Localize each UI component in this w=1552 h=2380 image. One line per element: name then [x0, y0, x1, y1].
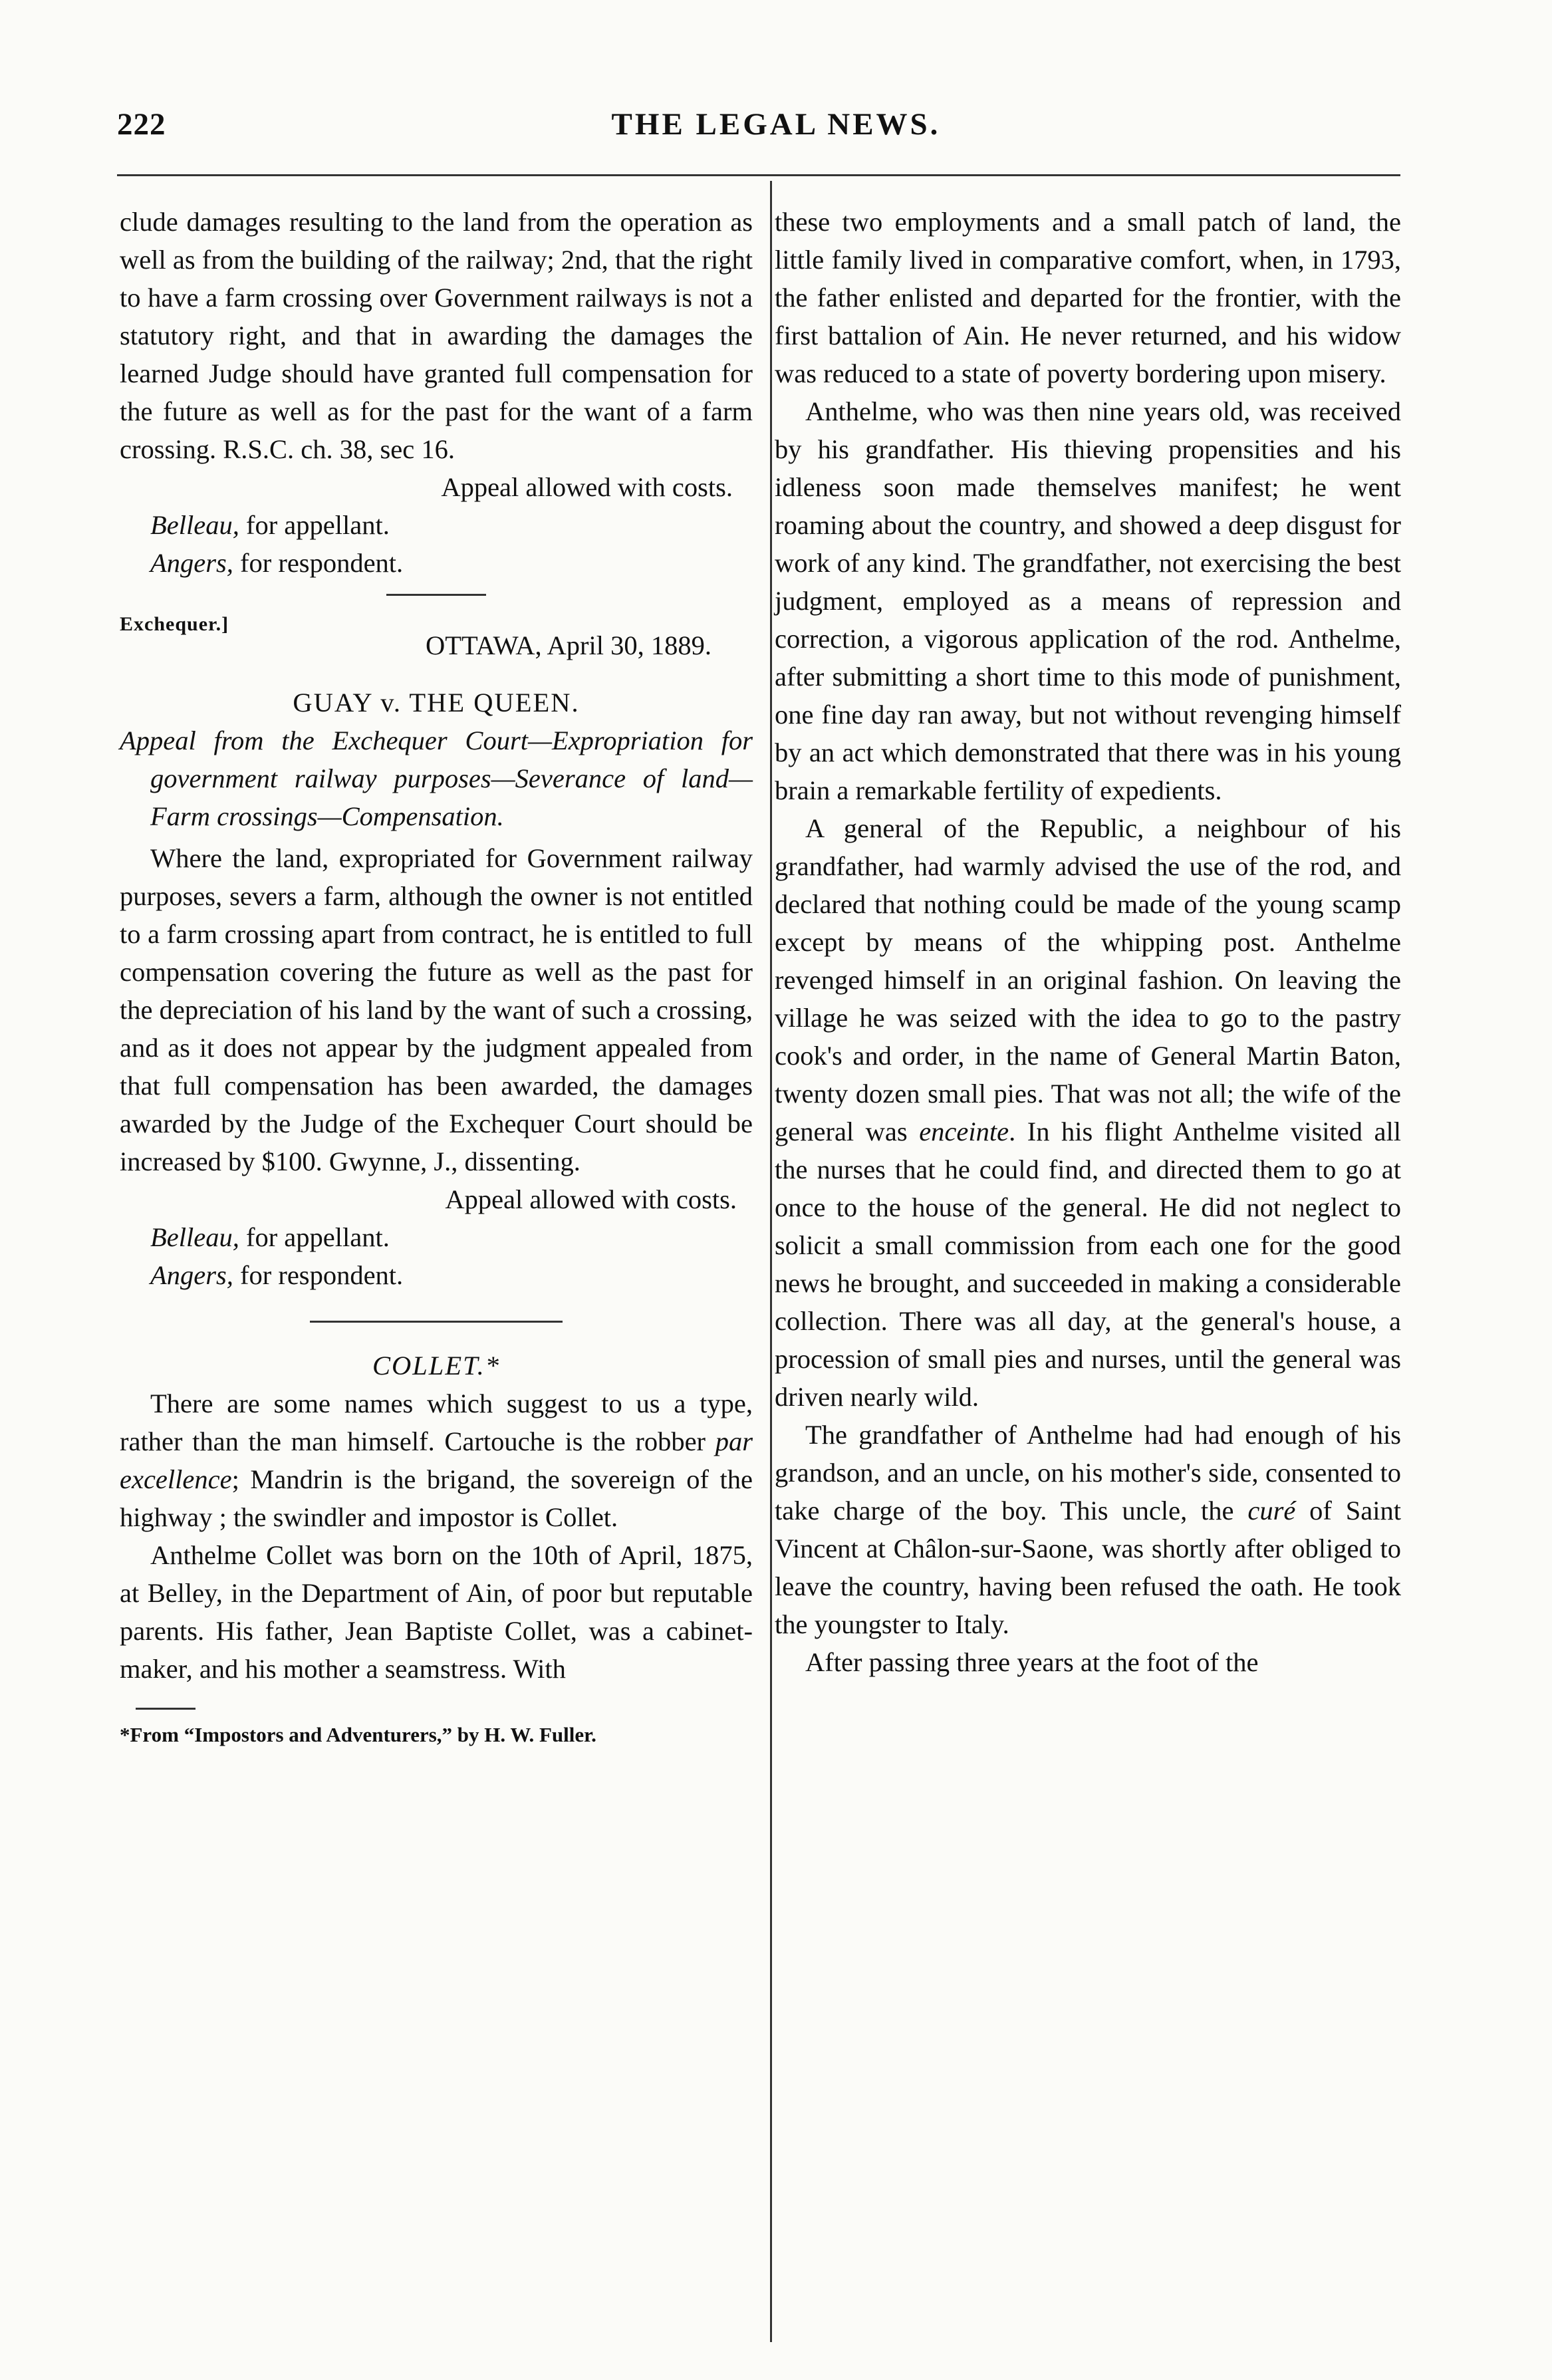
case2-court: Exchequer.] [120, 613, 229, 635]
footnote: *From “Impostors and Adventurers,” by H. W. Fuller. [120, 1723, 596, 1746]
case1-respondent-line [120, 544, 753, 582]
case1-text: clude damages resulting to the land from the operation as well as from the building of the railway; 2nd, that the right to have a farm crossing over Government railways is not a statutory right, and that in awarding the damages the learned Judge should have granted full compensation for the future as well as for the past for the want of a farm crossing. R.S.C. ch. 38, sec 16. [120, 207, 753, 464]
right-p4-text-c: of Saint Vincent at Châlon-sur-Saone, was shortly after obliged to leave the country, having been refused the oath. He took the youngster to Italy. [775, 1496, 1401, 1639]
left-column [120, 203, 753, 1750]
right-paragraph-5: After passing three years at the foot of the [805, 1647, 1259, 1677]
right-p4-text-a: The grandfather of Anthelme had had enough of his grandson, and an uncle, on his mother's side, consented to take charge of the boy. This uncle, the [775, 1420, 1401, 1525]
case1-appellant-text: for appellant. [239, 510, 390, 540]
case2-appellant-line [120, 1218, 753, 1256]
case2-text: Where the land, expropriated for Government railway purposes, severs a farm, although the owner is not entitled to a farm crossing apart from contract, he is entitled to full compensation covering the future as well as the past for the depreciation of his land by the want of such a crossing, and as it does not appear by the judgment appealed from that full compensation has been awarded, the damages awarded by the Judge of the Exchequer Court should be increased by $100. Gwynne, J., dissenting. [120, 843, 753, 1176]
header-rule [117, 174, 1400, 176]
article-separator-rule [310, 1321, 563, 1323]
case1-appellant-line [120, 506, 753, 544]
case1-disposition: Appeal allowed with costs. [441, 472, 733, 502]
right-p3-text-a: A general of the Republic, a neighbour of his grandfather, had warmly advised the use of the rod, and declared that nothing could be made of the young scamp except by means of the whipping post. Anthelme revenged himself in an original fashion. On leaving the village he was seized with the idea to go to the pastry cook's and order, in the name of General Martin Baton, twenty dozen small pies. That was not all; the wife of the general was [775, 813, 1401, 1146]
article-title: COLLET.* [372, 1351, 500, 1381]
right-column [775, 203, 1401, 1681]
right-paragraph-3 [775, 809, 1401, 1416]
case2-title: GUAY v. THE QUEEN. [293, 688, 580, 718]
page-number: 222 [117, 107, 166, 142]
footnote-rule [136, 1708, 195, 1710]
right-paragraph-4 [775, 1416, 1401, 1643]
right-p3-text-c: . In his flight Anthelme visited all the nurses that he could find, and directed them to go at once to the house of the general. He did not neglect to solicit a small commission from each one for the good news he brought, and succeeded in making a considerable collection. There was all day, at the general's house, a procession of small pies and nurses, until the general was driven nearly wild. [775, 1117, 1401, 1412]
case1-appellant-counsel: Belleau, [150, 510, 239, 540]
case1-respondent-counsel: Angers, [150, 548, 233, 578]
case2-court-block [120, 608, 753, 684]
case2-headnote: Appeal from the Exchequer Court—Expropriation for government railway purposes—Severance of land—Farm crossings—Compensation. [120, 726, 753, 831]
case1-respondent-text: for respondent. [233, 548, 404, 578]
case2-appellant-counsel: Belleau, [150, 1222, 239, 1252]
case2-respondent-counsel: Angers, [150, 1260, 233, 1290]
right-paragraph-1: these two employments and a small patch of land, the little family lived in comparative comfort, when, in 1793, the father enlisted and departed for the frontier, with the first battalion of Ain. He never returned, and his widow was reduced to a state of poverty bordering upon misery. [775, 207, 1401, 388]
case-separator-rule [386, 594, 486, 596]
case2-respondent-text: for respondent. [233, 1260, 404, 1290]
article-paragraph-2: Anthelme Collet was born on the 10th of April, 1875, at Belley, in the Department of Ain, of poor but reputable parents. His father, Jean Baptiste Collet, was a cabinet-maker, and his mother a seamstress. With [120, 1540, 753, 1684]
article-p1-text-a: There are some names which suggest to us a type, rather than the man himself. Cartouche is the robber [120, 1388, 753, 1456]
case2-appellant-text: for appellant. [239, 1222, 390, 1252]
article-paragraph-1 [120, 1385, 753, 1536]
article-p1-text-c: ; Mandrin is the brigand, the sovereign of the highway ; the swindler and impostor is Collet. [120, 1464, 753, 1532]
article-p1-italic: par excellence [120, 1426, 753, 1494]
journal-title: THE LEGAL NEWS. [611, 107, 941, 142]
right-p4-italic: curé [1247, 1496, 1296, 1525]
right-p3-italic: enceinte [919, 1117, 1009, 1146]
case2-disposition: Appeal allowed with costs. [445, 1184, 737, 1214]
column-divider [770, 181, 772, 2342]
page-header [0, 106, 1552, 160]
case2-respondent-line [120, 1256, 753, 1294]
case2-date: OTTAWA, April 30, 1889. [426, 630, 711, 660]
right-paragraph-2: Anthelme, who was then nine years old, was received by his grandfather. His thieving propensities and his idleness soon made themselves manifest; he went roaming about the country, and showed a deep disgust for work of any kind. The grandfather, not exercising the best judgment, employed as a means of repression and correction, a vigorous application of the rod. Anthelme, after submitting a short time to this mode of punishment, one fine day ran away, but not without revenging himself by an act which demonstrated that there was in his young brain a remarkable fertility of expedients. [775, 396, 1401, 805]
